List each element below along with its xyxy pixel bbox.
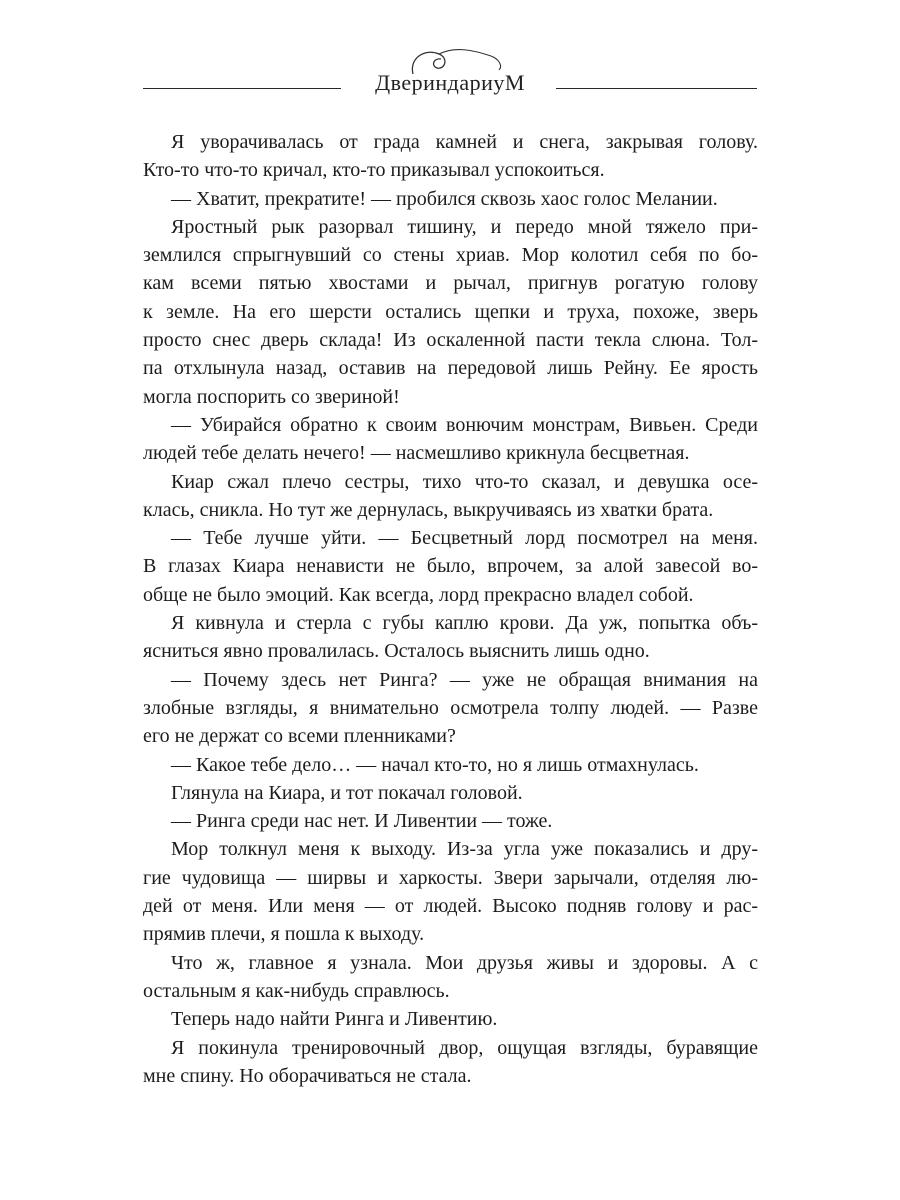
text-line: к земле. На его шерсти остались щепки и труха, похоже, зверь [143, 300, 758, 323]
text-line: — Убирайся обратно к своим вонючим монстрам, Вивьен. Среди [171, 413, 758, 436]
text-line: просто снес дверь склада! Из оскаленной пасти текла слюна. Тол- [143, 329, 758, 352]
text-line: Кто-то что-то кричал, кто-то приказывал успокоиться. [143, 159, 605, 182]
text-line: — Ринга среди нас нет. И Ливентии — тоже. [171, 810, 553, 833]
paragraph [143, 949, 758, 1006]
paragraph [143, 468, 758, 525]
text-line: мне спину. Но оборачиваться не стала. [143, 1064, 472, 1087]
paragraph [143, 1034, 758, 1091]
paragraph [143, 751, 758, 779]
text-line: Глянула на Киара, и тот покачал головой. [171, 781, 523, 804]
header-rule-right [556, 88, 757, 89]
text-line: гие чудовища — ширвы и харкосты. Звери зарычали, отделяя лю- [143, 866, 758, 889]
paragraph [143, 779, 758, 807]
text-line: — Хватит, прекратите! — пробился сквозь хаос голос Мелании. [171, 187, 718, 210]
text-line: могла поспорить со звериной! [143, 385, 400, 408]
text-line: клась, сникла. Но тут же дернулась, выкручиваясь из хватки брата. [143, 498, 714, 521]
text-line: — Почему здесь нет Ринга? — уже не обращая внимания на [171, 668, 758, 691]
text-line: Что ж, главное я узнала. Мои друзья живы и здоровы. А с [171, 951, 758, 974]
paragraph [143, 128, 758, 185]
text-line: прямив плечи, я пошла к выходу. [143, 923, 425, 946]
paragraph [143, 1005, 758, 1033]
text-line: Я покинула тренировочный двор, ощущая взгляды, буравящие [171, 1036, 758, 1059]
running-header [0, 40, 900, 120]
text-line: дей от меня. Или меня — от людей. Высоко подняв голову и рас- [143, 895, 758, 918]
paragraph [143, 835, 758, 948]
text-line: остальным я как-нибудь справлюсь. [143, 979, 450, 1002]
text-line: — Тебе лучше уйти. — Бесцветный лорд посмотрел на меня. [171, 527, 758, 550]
text-line: Мор толкнул меня к выходу. Из-за угла уже показались и дру- [171, 838, 758, 861]
header-rule-left [143, 88, 341, 89]
paragraph [143, 609, 758, 666]
running-header-title: ДвериндариуМ [375, 70, 525, 95]
text-line: — Какое тебе дело… — начал кто-то, но я лишь отмахнулась. [171, 753, 699, 776]
text-line: Киар сжал плечо сестры, тихо что-то сказал, и девушка осе- [171, 470, 758, 493]
text-line: Я уворачивалась от града камней и снега, закрывая голову. [171, 131, 758, 153]
text-line: кам всеми пятью хвостами и рычал, пригнув рогатую голову [143, 272, 758, 295]
paragraph [143, 807, 758, 835]
text-line: В глазах Киара ненависти не было, впрочем, за алой завесой во- [143, 555, 758, 578]
paragraph [143, 524, 758, 609]
text-line: ясниться явно провалилась. Осталось выяснить лишь одно. [143, 640, 650, 663]
text-line: злобные взгляды, я внимательно осмотрела толпу людей. — Разве [143, 696, 758, 719]
paragraph [143, 185, 758, 213]
text-line: обще не было эмоций. Как всегда, лорд прекрасно владел собой. [143, 583, 694, 606]
paragraph [143, 666, 758, 751]
body-text [143, 128, 758, 1090]
text-line: землился спрыгнувший со стены хриав. Мор колотил себя по бо- [143, 244, 758, 267]
paragraph [143, 213, 758, 411]
text-line: па отхлынула назад, оставив на передовой лишь Рейну. Ее ярость [143, 357, 758, 380]
paragraph [143, 411, 758, 468]
text-line: его не держат со всеми пленниками? [143, 725, 456, 748]
text-line: Теперь надо найти Ринга и Ливентию. [171, 1008, 498, 1031]
text-line: Яростный рык разорвал тишину, и передо мной тяжело при- [171, 215, 758, 238]
text-line: людей тебе делать нечего! — насмешливо крикнула бесцветная. [143, 442, 690, 465]
text-line: Я кивнула и стерла с губы каплю крови. Да уж, попытка объ- [171, 612, 758, 635]
